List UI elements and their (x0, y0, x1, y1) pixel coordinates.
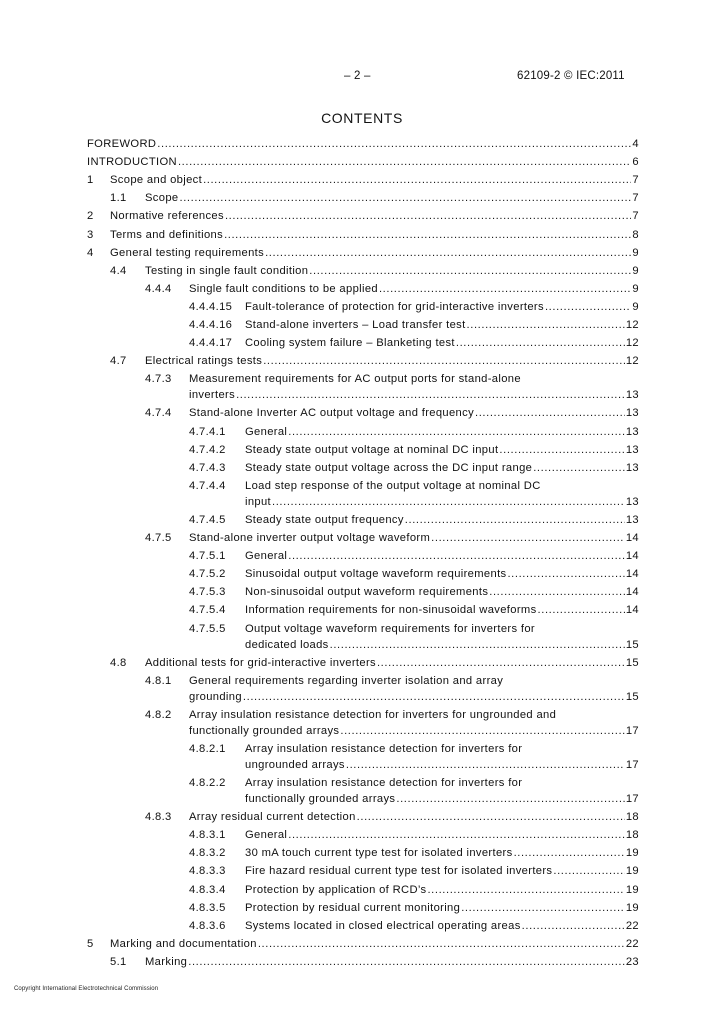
dot-leader (522, 919, 625, 933)
toc-entry-page: 15 (625, 638, 639, 651)
toc-entry-page: 14 (625, 586, 639, 599)
dot-leader (553, 864, 624, 878)
toc-entry-title: Testing in single fault condition (145, 264, 309, 277)
dot-leader (203, 173, 631, 187)
toc-entry-number: 4.7 (110, 355, 127, 368)
toc-entry-page: 19 (625, 847, 639, 860)
standard-reference-header: 62109-2 © IEC:2011 (517, 70, 625, 82)
toc-entry-page: 17 (625, 758, 639, 771)
dot-leader (461, 901, 625, 915)
toc-entry-title: Stand-alone inverters – Load transfer test (245, 319, 466, 331)
dot-leader (288, 549, 625, 563)
toc-entry-number: 2 (87, 210, 94, 223)
toc-entry-title: input (245, 495, 272, 508)
dot-leader (225, 209, 631, 223)
toc-entry-number: 4.8.3.3 (189, 865, 226, 878)
toc-entry-page: 13 (625, 425, 639, 438)
dot-leader (263, 354, 625, 368)
toc-entry-title: Array insulation resistance detection for inverters for (245, 777, 523, 789)
dot-leader (507, 567, 624, 581)
toc-entry-number: 4.4.4 (145, 282, 172, 295)
toc-entry-title: Marking (145, 955, 188, 968)
toc-entry-title: General testing requirements (110, 246, 265, 259)
toc-entry-number: 4.8.3.1 (189, 829, 226, 842)
dot-leader (405, 513, 625, 527)
toc-entry-title: Fault-tolerance of protection for grid-interactive inverters (245, 300, 544, 313)
toc-entry-number: 4.7.5 (145, 532, 172, 544)
toc-entry-number: 4.8 (110, 656, 127, 669)
dot-leader (431, 531, 625, 545)
toc-entry-number: 5 (87, 937, 94, 950)
toc-entry-page: 13 (625, 495, 639, 508)
dot-leader (427, 883, 624, 897)
dot-leader (379, 282, 631, 296)
toc-entry-number: 4.8.2.2 (189, 777, 226, 789)
contents-title: CONTENTS (321, 110, 403, 126)
toc-entry-title: Stand-alone Inverter AC output voltage and frequency (189, 407, 475, 420)
toc-entry-title: FOREWORD (87, 138, 157, 150)
toc-entry-page: 19 (625, 883, 639, 896)
toc-entry-number: 4 (87, 246, 94, 259)
toc-entry-page: 13 (625, 443, 639, 456)
toc-entry-number: 4.7.5.3 (189, 586, 226, 599)
toc-entry-page: 9 (632, 246, 639, 259)
toc-entry-title: Normative references (110, 210, 224, 223)
toc-entry-page: 19 (625, 901, 639, 914)
dot-leader (258, 937, 625, 951)
toc-entry-title: Load step response of the output voltage at nominal DC (245, 479, 541, 492)
toc-entry-title: 30 mA touch current type test for isolated inverters (245, 847, 513, 860)
toc-entry-number: 3 (87, 228, 94, 241)
toc-entry-page: 12 (625, 337, 639, 350)
toc-entry-number: 4.7.4.4 (189, 479, 226, 492)
toc-entry-number: 4.4.4.15 (189, 300, 233, 313)
toc-entry-title: Systems located in closed electrical operating areas (245, 919, 521, 932)
dot-leader (188, 955, 625, 969)
dot-leader (179, 191, 631, 205)
toc-entry-title: Marking and documentation (110, 937, 257, 950)
toc-entry-title: Scope (145, 192, 179, 205)
toc-entry-page: 7 (632, 210, 639, 223)
toc-entry-number: 4.7.5.4 (189, 604, 226, 617)
toc-entry-page: 22 (625, 919, 639, 932)
toc-entry-page: 13 (625, 513, 639, 526)
toc-entry-title: Array residual current detection (189, 811, 356, 824)
toc-entry-title: INTRODUCTION (87, 156, 177, 169)
dot-leader (309, 264, 631, 278)
dot-leader (538, 603, 625, 617)
toc-entry-page: 12 (625, 355, 639, 368)
toc-entry-number: 4.7.5.1 (189, 550, 226, 563)
toc-entry-title: Sinusoidal output voltage waveform requirements (245, 568, 507, 581)
toc-entry-title: Steady state output voltage across the DC input range (245, 461, 533, 474)
toc-entry-page: 7 (632, 174, 639, 187)
toc-entry-number: 4.8.3.6 (189, 919, 226, 932)
toc-entry-title: General requirements regarding inverter isolation and array (189, 674, 504, 687)
toc-entry-title: General (245, 550, 288, 563)
toc-entry-page: 17 (625, 724, 639, 737)
dot-leader (377, 656, 625, 670)
toc-entry-page: 9 (632, 300, 639, 313)
dot-leader (357, 810, 625, 824)
toc-entry-number: 4.8.3.2 (189, 847, 226, 860)
toc-entry-number: 5.1 (110, 955, 127, 968)
dot-leader (178, 155, 631, 169)
toc-entry-number: 4.7.4.3 (189, 461, 226, 474)
toc-entry-page: 15 (625, 690, 639, 703)
toc-entry-title: functionally grounded arrays (189, 724, 340, 737)
dot-leader (340, 724, 624, 738)
toc-entry-title: General (245, 425, 288, 438)
toc-entry-title: Steady state output frequency (245, 513, 404, 526)
toc-entry-page: 7 (632, 192, 639, 205)
toc-entry-title: grounding (189, 690, 242, 703)
toc-entry-title: Measurement requirements for AC output ports for stand-alone (189, 373, 521, 386)
toc-entry-title: Electrical ratings tests (145, 355, 263, 368)
toc-entry-page: 18 (625, 811, 639, 824)
toc-entry-number: 4.4.4.17 (189, 337, 233, 350)
dot-leader (157, 137, 631, 151)
dot-leader (533, 461, 625, 475)
toc-entry-page: 15 (625, 656, 639, 669)
copyright-notice: Copyright International Electrotechnical Commission (14, 986, 159, 992)
toc-entry-title: Fire hazard residual current type test for isolated inverters (245, 865, 553, 878)
toc-entry-number: 4.7.4.5 (189, 513, 226, 526)
toc-entry-title: Array insulation resistance detection for inverters for (245, 742, 523, 755)
dot-leader (330, 638, 625, 652)
toc-entry-page: 22 (625, 937, 639, 950)
toc-entry-number: 1.1 (110, 192, 127, 205)
toc-entry-page: 9 (632, 264, 639, 277)
toc-entry-page: 19 (625, 865, 639, 878)
toc-entry-number: 4.8.3.5 (189, 901, 226, 914)
toc-entry-number: 1 (87, 174, 94, 187)
toc-entry-page: 13 (625, 461, 639, 474)
toc-entry-title: Output voltage waveform requirements for inverters for (245, 622, 535, 635)
toc-entry-page: 17 (625, 793, 639, 805)
toc-entry-page: 14 (625, 604, 639, 617)
toc-entry-title: Terms and definitions (110, 228, 224, 241)
dot-leader (243, 690, 625, 704)
toc-entry-title: ungrounded arrays (245, 758, 345, 771)
dot-leader (288, 425, 625, 439)
toc-entry-title: dedicated loads (245, 638, 329, 651)
toc-entry-page: 4 (632, 138, 639, 150)
toc-entry-title: Stand-alone inverter output voltage waveform (189, 532, 431, 544)
toc-entry-page: 14 (625, 550, 639, 563)
toc-entry-title: functionally grounded arrays (245, 793, 396, 805)
toc-entry-number: 4.7.4.2 (189, 443, 226, 456)
toc-entry-number: 4.7.4.1 (189, 425, 226, 438)
toc-entry-number: 4.4 (110, 264, 127, 277)
dot-leader (514, 846, 625, 860)
toc-entry-title: Steady state output voltage at nominal DC input (245, 443, 499, 456)
toc-entry-number: 4.8.3 (145, 811, 172, 824)
toc-entry-page: 9 (632, 282, 639, 295)
toc-entry-number: 4.4.4.16 (189, 319, 233, 331)
dot-leader (265, 246, 631, 260)
toc-entry-title: Protection by application of RCD’s (245, 883, 427, 896)
toc-entry-page: 13 (625, 389, 639, 402)
dot-leader (489, 585, 625, 599)
dot-leader (236, 388, 625, 402)
toc-entry-number: 4.8.1 (145, 674, 172, 687)
toc-entry-page: 14 (625, 532, 639, 544)
dot-leader (224, 228, 631, 242)
dot-leader (499, 443, 624, 457)
page-number-header: – 2 – (344, 70, 371, 82)
toc-entry-title: Information requirements for non-sinusoidal waveforms (245, 604, 537, 617)
toc-entry-title: Scope and object (110, 174, 203, 187)
toc-entry-number: 4.7.3 (145, 373, 172, 386)
dot-leader (545, 300, 631, 314)
dot-leader (456, 336, 625, 350)
toc-entry-title: Protection by residual current monitoring (245, 901, 461, 914)
dot-leader (272, 495, 625, 509)
toc-entry-number: 4.8.2.1 (189, 742, 226, 755)
toc-entry-title: inverters (189, 389, 236, 402)
toc-entry-title: Additional tests for grid-interactive inverters (145, 656, 376, 669)
toc-entry-title: Non-sinusoidal output waveform requirements (245, 586, 489, 599)
toc-entry-number: 4.7.5.2 (189, 568, 226, 581)
toc-entry-title: Single fault conditions to be applied (189, 282, 378, 295)
toc-entry-page: 12 (625, 319, 639, 331)
toc-entry-number: 4.8.2 (145, 708, 172, 721)
toc-entry-title: Cooling system failure – Blanketing test (245, 337, 455, 350)
dot-leader (396, 792, 624, 806)
dot-leader (288, 828, 625, 842)
toc-entry-page: 6 (632, 156, 639, 169)
toc-entry-title: Array insulation resistance detection for inverters for ungrounded and (189, 708, 557, 721)
dot-leader (346, 758, 625, 772)
toc-entry-page: 18 (625, 829, 639, 842)
toc-entry-page: 13 (625, 407, 639, 420)
toc-entry-page: 14 (625, 568, 639, 581)
toc-entry-page: 8 (632, 228, 639, 241)
dot-leader (467, 318, 625, 332)
toc-entry-title: General (245, 829, 288, 842)
toc-entry-number: 4.7.5.5 (189, 622, 226, 635)
toc-entry-number: 4.7.4 (145, 407, 172, 420)
toc-entry-number: 4.8.3.4 (189, 883, 226, 896)
dot-leader (475, 406, 625, 420)
toc-entry-page: 23 (625, 955, 639, 968)
